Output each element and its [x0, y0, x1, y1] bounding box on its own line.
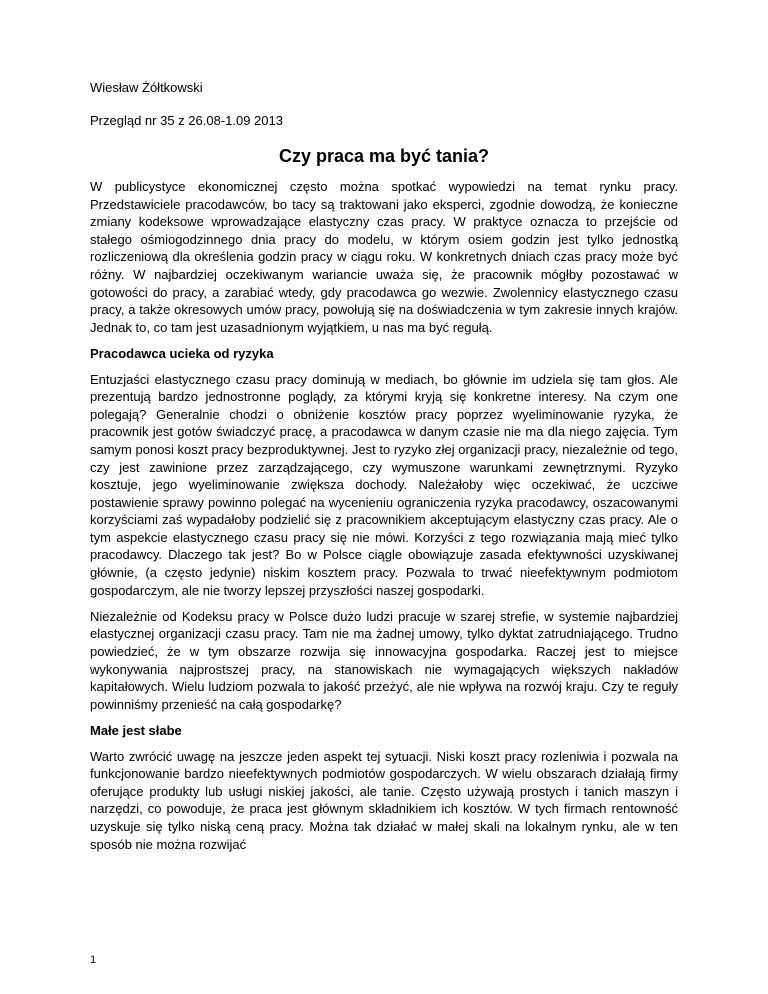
paragraph-grey-zone: Niezależnie od Kodeksu pracy w Polsce dużo ludzi pracuje w szarej strefie, w systemie najbardziej elastycznej organizacji czasu pracy. Tam nie ma żadnej umowy, tylko dyktat zatrudniającego. Trudno powiedzieć, że w tym obszarze rozwija się innowacyjna gospodarka. Raczej jest to miejsce wykonywania najprostszej pracy, na stanowiskach nie wymagających większych nakładów kapitałowych. Wielu ludziom pozwala to jakość przeżyć, ale nie wpływa na rozwój kraju. Czy te reguły powinniśmy przenieść na całą gospodarkę?	[90, 608, 678, 712]
paragraph-employer-risk: Entuzjaści elastycznego czasu pracy dominują w mediach, bo głównie im udziela się tam głos. Ale prezentują bardzo jednostronne poglądy, za którymi kryją się konkretne interesy. Na czym one polegają? Generalnie chodzi o obniżenie kosztów pracy poprzez wyeliminowanie ryzyka, że pracownik jest gotów świadczyć pracę, a pracodawca w danym czasie nie ma dla niego zajęcia. Tym samym ponosi koszt pracy bezproduktywnej. Jest to ryzyko złej organizacji pracy, niezależnie od tego, czy jest zawinione przez zarządzającego, czy wymuszone warunkami zewnętrznymi. Ryzyko kosztuje, jego wyeliminowanie zwiększa dochody. Należałoby więc oczekiwać, że uczciwe postawienie sprawy powinno polegać na wycenieniu ograniczenia ryzyka pracodawcy, oszacowanymi korzyściami zaś wypadałoby podzielić się z pracownikiem akceptującym elastyczny czas pracy. Ale o tym aspekcie elastycznego czasu pracy się nie mówi. Korzyści z tego rozwiązania mają mieć tylko pracodawcy. Dlaczego tak jest? Bo w Polsce ciągle obowiązuje zasada efektywności uzyskiwanej głównie, (a często jedynie) niskim kosztem pracy. Pozwala to trwać nieefektywnym podmiotom gospodarczym, ale nie tworzy lepszej przyszłości naszej gospodarki.	[90, 371, 678, 598]
source-line: Przegląd nr 35 z 26.08-1.09 2013	[90, 113, 283, 128]
author-line: Wiesław Żółtkowski	[90, 80, 203, 95]
page-number: 1	[90, 954, 97, 966]
article-title: Czy praca ma być tania?	[278, 146, 490, 166]
section-heading-small-is-weak: Małe jest słabe	[90, 723, 182, 738]
paragraph-intro: W publicystyce ekonomicznej często można spotkać wypowiedzi na temat rynku pracy. Przedstawiciele pracodawców, bo tacy są traktowani jako eksperci, zgodnie dowodzą, że konieczne zmiany kodeksowe wprowadzające elastyczny czas pracy. W praktyce oznacza to przejście od stałego ośmiogodzinnego dnia pracy do modelu, w którym osiem godzin jest tylko jednostką rozliczeniową dla określenia godzin pracy w ciągu roku. W konkretnych dniach czas pracy może być różny. W najbardziej oczekiwanym wariancie uważa się, że pracownik mógłby pozostawać w gotowości do pracy, a zarabiać wtedy, gdy pracodawca go wezwie. Zwolennicy elastycznego czasu pracy, a także okresowych umów pracy, powołują się na doświadczenia w tym zakresie innych krajów. Jednak to, co tam jest uzasadnionym wyjątkiem, u nas ma być regułą.	[90, 179, 678, 335]
paragraph-low-cost: Warto zwrócić uwagę na jeszcze jeden aspekt tej sytuacji. Niski koszt pracy rozleniwia i pozwala na funkcjonowanie bardzo nieefektywnych podmiotów gospodarczych. W wielu obszarach działają firmy oferujące produkty lub usługi niskiej jakości, ale tanie. Często używają prostych i tanich maszyn i narzędzi, co powoduje, że praca jest głównym składnikiem ich kosztów. W tych firmach rentowność uzyskuje się tylko niską ceną pracy. Można tak działać w małej skali na lokalnym rynku, ale w ten sposób nie można rozwijać	[90, 748, 678, 852]
section-heading-employer-risk: Pracodawca ucieka od ryzyka	[90, 345, 274, 361]
document-page	[90, 79, 678, 862]
